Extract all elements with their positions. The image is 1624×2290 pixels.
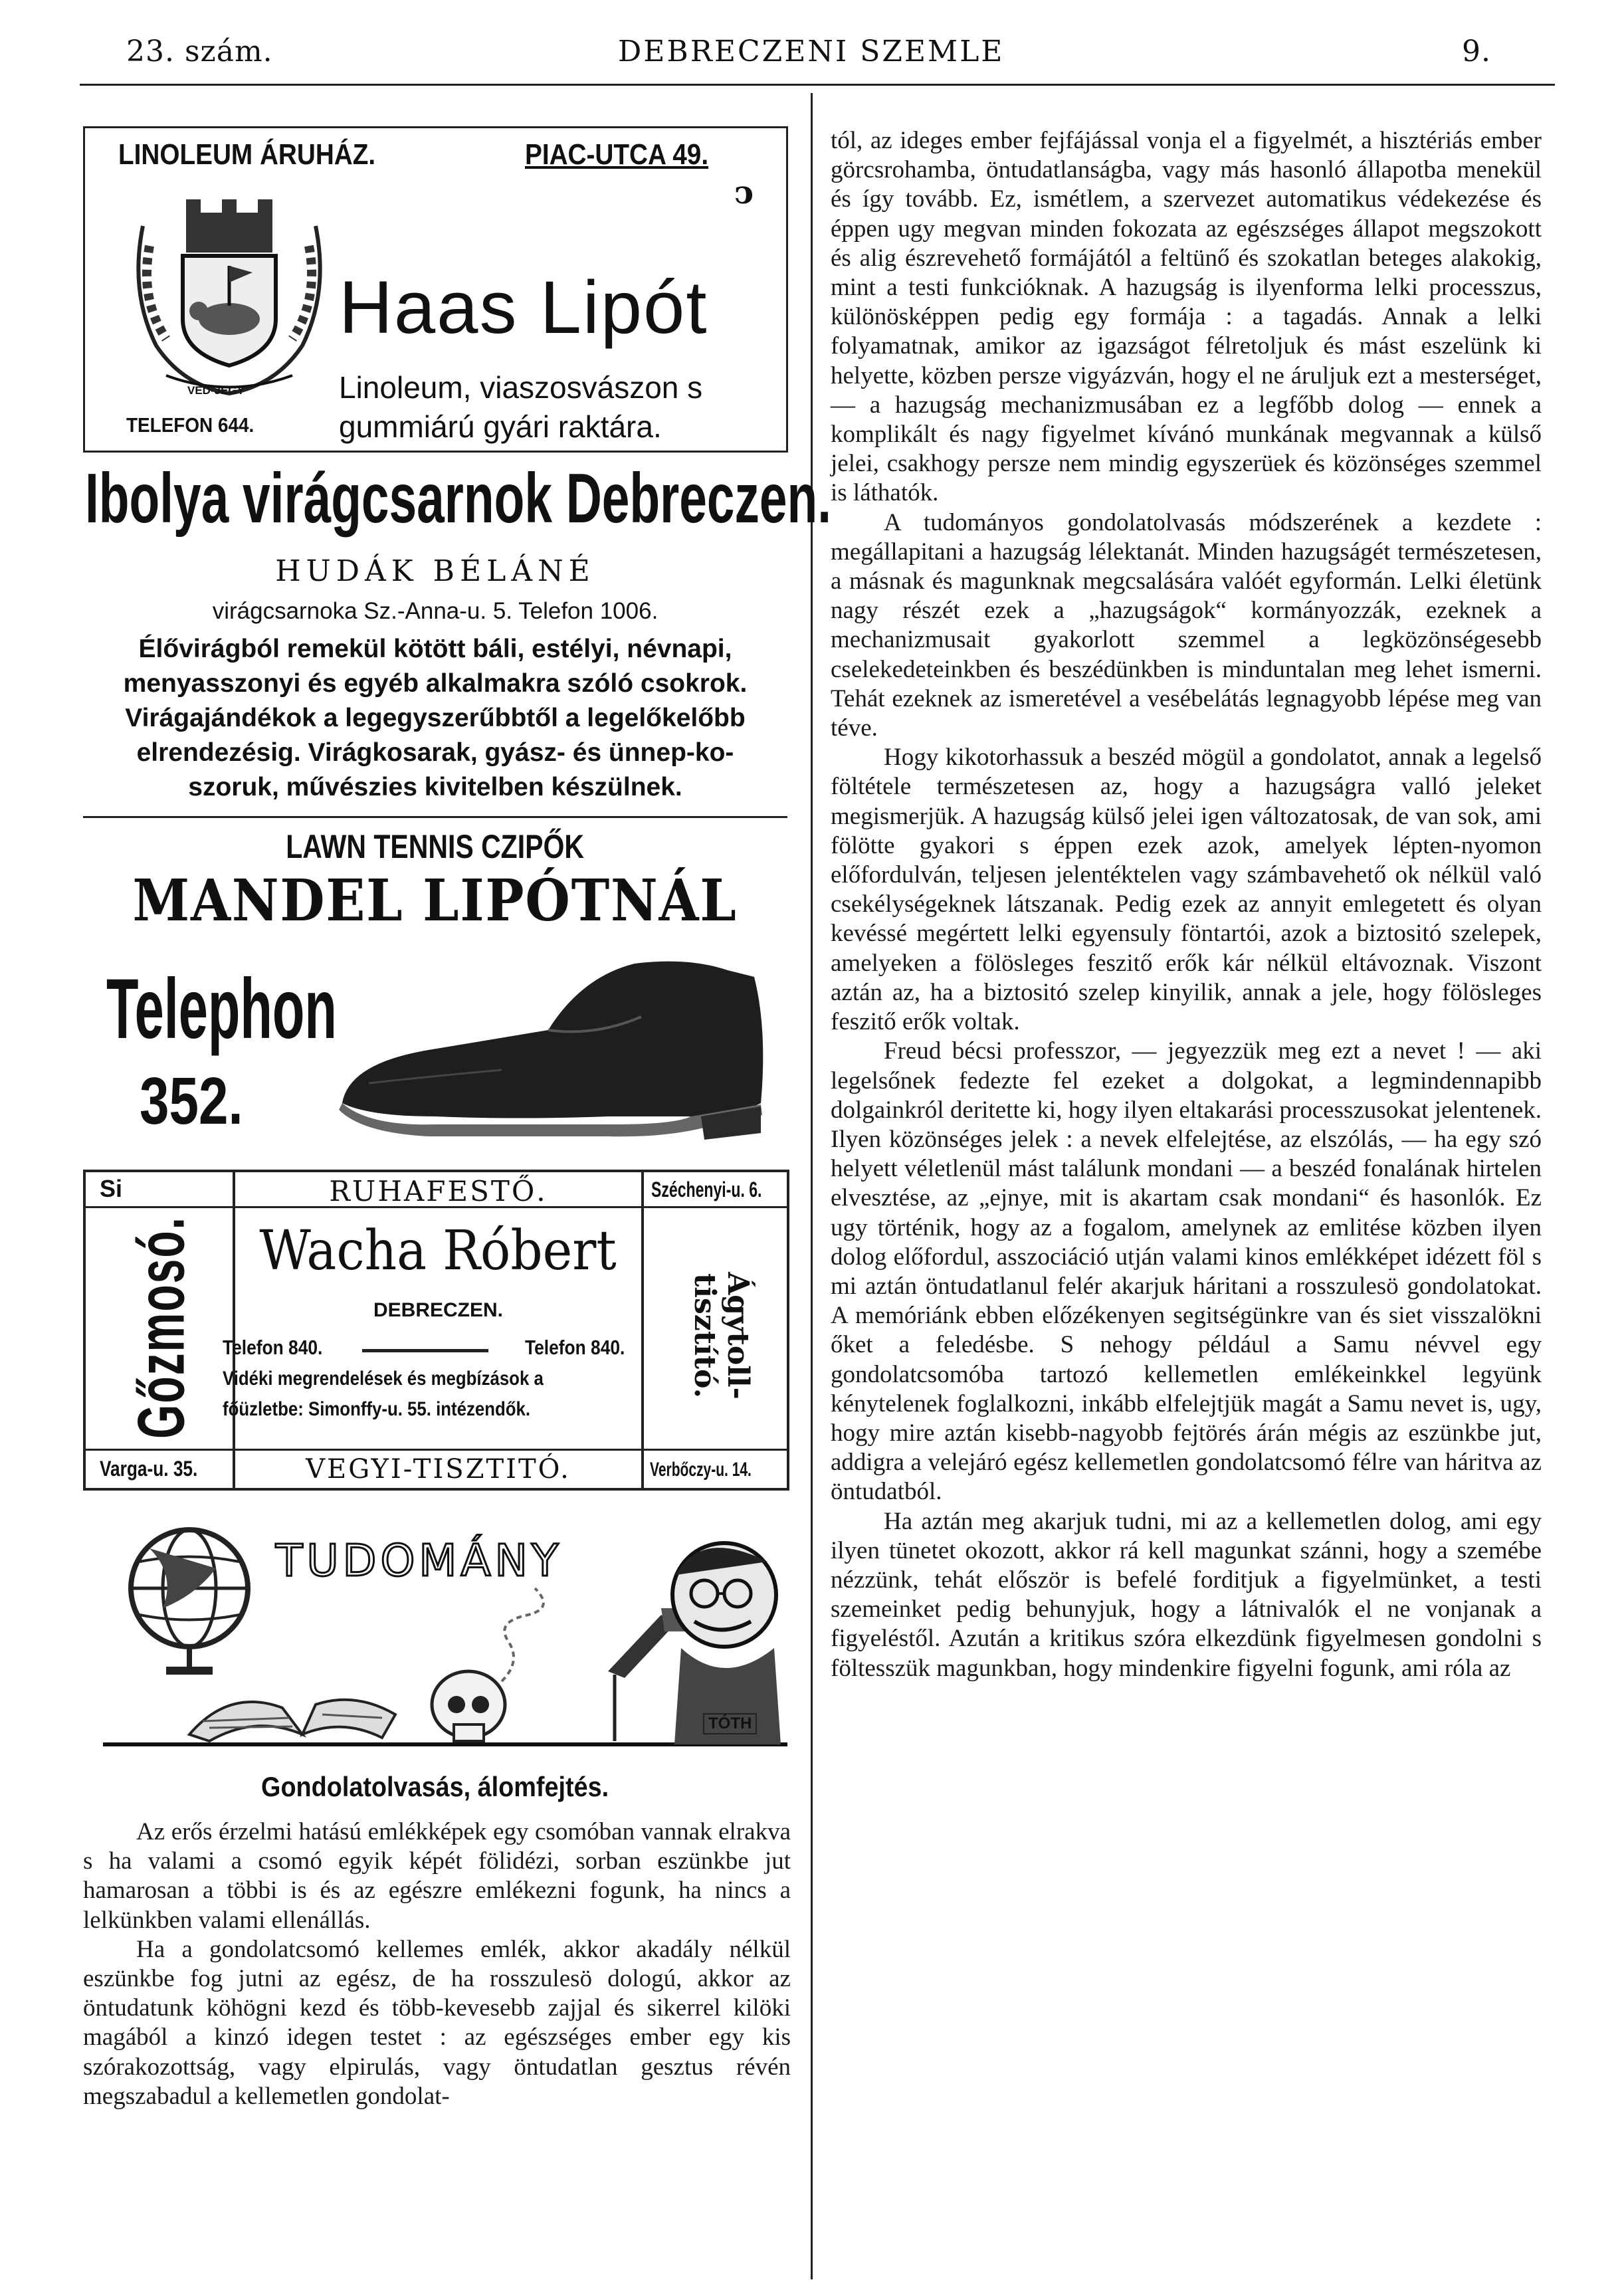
ibolya-body-line: menyasszonyi és egyéb alkalmakra szóló csokrok. xyxy=(123,669,748,698)
page-number: 9. xyxy=(1462,35,1491,68)
mandel-phone-number: 352. xyxy=(140,1064,243,1138)
wacha-bottom-center xyxy=(235,1454,641,1485)
linoleum-company-name: Haas Lipót xyxy=(339,266,708,349)
wacha-top-center xyxy=(235,1175,641,1207)
article-paragraph: Ha aztán meg akarjuk tudni, mi az a kellemetlen dolog, ami egy ilyen tünetet okozott, akkor rá kell magunkat szánni, hogy a szemébe nézzünk, tehát először is befelé forditjuk a figyelmünket, a testi szemeinket pedig behunyjuk, hogy a látnivalók el ne vonjanak a figyeléstől. Azután a kritikus szóra elkezdünk figyelmesen gondolni s föltesszük magunkban, hogy mindenkire figyelni fogunk, ami róla az xyxy=(831,1507,1542,1682)
city-crest-icon xyxy=(130,186,329,405)
linoleum-line-1: Linoleum, viaszosvászon s xyxy=(339,370,703,405)
wacha-left-divider xyxy=(233,1170,235,1489)
linoleum-line-2: gummiárú gyári raktára. xyxy=(339,409,662,444)
linoleum-street: PIAC-UTCA 49. xyxy=(525,138,709,171)
journal-title: DEBRECZENI SZEMLE xyxy=(618,35,1005,68)
article-title xyxy=(83,1771,787,1803)
ibolya-body-line: elrendezésig. Virágkosarak, gyász- és ünnep-ko- xyxy=(136,738,734,767)
wacha-name xyxy=(235,1219,641,1283)
header-rule xyxy=(80,84,1555,86)
wacha-top-left: Si xyxy=(100,1175,123,1202)
wacha-bottom-left: Varga-u. 35. xyxy=(100,1457,198,1481)
mandel-line-2 xyxy=(83,867,787,934)
wacha-bottom-row-rule xyxy=(83,1449,787,1451)
wacha-phone-dash xyxy=(362,1349,488,1352)
ibolya-headline: Ibolya virágcsarnok Debreczen. xyxy=(85,459,832,538)
linoleum-phone: TELEFON 644. xyxy=(126,413,254,437)
ibolya-body-line: Virágajándékok a legegyszerűbbtől a legelőkelőbb xyxy=(125,704,746,732)
article-left-column xyxy=(83,1818,791,2111)
wacha-top-right: Széchenyi-u. 6. xyxy=(651,1178,762,1201)
wacha-phone-left: Telefon 840. xyxy=(223,1336,323,1359)
illustration-signature: TÓTH xyxy=(703,1713,757,1734)
mandel-line-2-text: MANDEL LIPÓTNÁL xyxy=(132,867,738,934)
mandel-phone-label: Telephon xyxy=(106,962,337,1057)
linoleum-mark: ↄ xyxy=(734,174,754,211)
article-paragraph: Az erős érzelmi hatású emlékképek egy csomóban vannak elrakva s ha valami a csomó egyik képét fölidézi, sorban eszünkbe jut hamarosan a többi is és az egészre emlékezni fogunk, ha nincs a lelkünkben valami ellenállás. xyxy=(83,1818,791,1934)
wacha-name-text: Wacha Róbert xyxy=(259,1219,617,1283)
mandel-line-1-text: LAWN TENNIS CZIPŐK xyxy=(286,828,585,865)
ibolya-owner: HUDÁK BÉLÁNÉ xyxy=(275,554,595,588)
ibolya-body-line: szoruk, művészies kivitelben készülnek. xyxy=(188,773,682,801)
column-divider xyxy=(811,93,813,2279)
article-paragraph: Ha a gondolatcsomó kellemes emlék, akkor akadály nélkül eszünkbe fog jutni az egész, de ha rosszulesö dologú, akkor az öntudatunk köhögni kezd és több-kevesebb zajjal és sikerrel kilöki magából a kinzó idegen testet : az egészséges ember egy kis szórakozottság, vagy elpirulás, vagy öntudatlan gesztus révén megszabadul a kellemetlen gondolat- xyxy=(83,1935,791,2110)
wacha-phone-right: Telefon 840. xyxy=(525,1336,625,1359)
article-paragraph: Hogy kikotorhassuk a beszéd mögül a gondolatot, annak a legelső föltétele természetesen az, hogy a hazugságra valló jeleket megismerjük. A hazugság külső jelei igen változatosak, de van sok, ami fölötte gyakori s éppen ezek azok, amelyek lépten-nyomon előfordulván, teljesen jelentéktelen vagy számbavehető ok nélkül való csekélységeknek látszanak. Pedig ezek az annyit emlegetett és olyan kevéssé megértett lelki egyensuly föntartói, azok a biztositó szelepek, amelyeken a fölösleges feszitő erők kár nélkül eltávoznak. Viszont aztán az, ha a biztositó szelep kinyilik, annak a jele, hogy fölösleges feszitő erők voltak. xyxy=(831,744,1542,1036)
linoleum-shop-name: LINOLEUM ÁRUHÁZ. xyxy=(118,138,376,171)
article-paragraph: Freud bécsi professzor, — jegyezzük meg ezt a nevet ! — aki legelsőnek fedezte fel ezeket a dolgokat, a legmindennapibb dolgainkról deritette ki, hogy ilyen eltakarási processzusokat jelentenek. Ilyen közönséges jelek : a nevek elfelejtése, az elszólás, — ha egy szó helyett véletlenül mást találunk mondani — a beszéd fonalának hirtelen elvesztése, az „ejnye, mit is akartam csak mondani“ és hasonlók. Ez ugy történik, hogy az a fogalom, amelynek az emlitése közben ilyen dolog előfordul, asszociáció utján valami kinos emlékképet idézett föl s mi aztán öntudatlanul felér akarjuk háritani a rosszulesö gondolatokat. A memóriánk ebben előzékenyen segitségünkre van és siet visszalökni őket a feledésbe. S nehogy például a Samu névvel egy gondolatcsomóba tartozó kellemetlen emlékeinkkel legyünk kénytelenek foglalkozni, inkább elfelejtjük magát a Samu nevet is, ugy, hogy mire aztán kisebb-nagyobb fejtörés árán mégis az eszünkbe jut, addigra a velejáró egész kellemetlen gondolatcsomó félre van háritva az öntudatból. xyxy=(831,1037,1542,1506)
ad-separator xyxy=(83,816,787,818)
tudomany-banner: TUDOMÁNY xyxy=(276,1535,563,1586)
shoe-icon xyxy=(329,950,787,1150)
wacha-city-text: DEBRECZEN. xyxy=(373,1299,503,1321)
ibolya-address: virágcsarnoka Sz.-Anna-u. 5. Telefon 1006. xyxy=(212,598,659,624)
wacha-right-vertical-text: Ágytoll-tisztító. xyxy=(688,1272,755,1400)
article-paragraph: tól, az ideges ember fejfájással vonja el a figyelmét, a hisztériás ember görcsrohamba, öntudatlanságba, vagy más hasonló állapotba menekül és így tovább. Ez, ismétlem, a szervezet automatikus védekezése és éppen ugy megvan minden fokozata az egészséges állapot megszokott és alig észrevehető formájától a feltünő és szokatlan beteges alakokig, mint a testi funkcióknak. A hazugság is ilyenforma lelki processzus, különösképpen pedig egy formája : a tagadás. Annak a lelki folyamatnak, amikor az igazságot félretoljuk és mást eszelünk ki helyette, közben persze vigyázván, hogy el ne áruljuk ezt a mesterséget, — a hazugság mechanizmusában ez a legfőbb dolog — ennek a komplikált és nagy figyelmet kívánó munkának megvannak a külső jelei, csakhogy persze nem mindig egyszerüek és közönséges szemmel is láthatók. xyxy=(831,127,1542,507)
mandel-line-1 xyxy=(83,827,787,866)
wacha-body-line: főüzletbe: Simonffy-u. 55. intézendők. xyxy=(223,1398,530,1420)
wacha-city xyxy=(235,1299,641,1322)
wacha-bottom-center-text: VEGYI-TISZTITÓ. xyxy=(306,1454,571,1485)
wacha-left-vertical-text: Gőzmosó. xyxy=(124,1215,198,1439)
wacha-left-vertical xyxy=(96,1213,229,1445)
issue-number: 23. szám. xyxy=(126,35,273,68)
ibolya-body-line: Élővirágból remekül kötött báli, estélyi, névnapi, xyxy=(138,635,732,663)
wacha-bottom-right: Verbőczy-u. 14. xyxy=(650,1459,752,1481)
wacha-right-divider xyxy=(641,1170,644,1489)
wacha-right-vertical xyxy=(648,1213,781,1445)
crest-motto: VÉD-JEGY xyxy=(187,384,245,397)
wacha-body-line: Vidéki megrendelések és megbízások a xyxy=(223,1368,544,1390)
wacha-top-center-text: RUHAFESTŐ. xyxy=(329,1175,548,1207)
article-title-text: Gondolatolvasás, álomfejtés. xyxy=(261,1771,609,1802)
article-right-column xyxy=(831,126,1542,1683)
article-paragraph: A tudományos gondolatolvasás módszerének a kezdete : megállapitani a hazugság lélektanát. Minden hazugságét természetesen, a másnak és magunknak megcsalására valóét egyformán. Lelki életünk nagy részét ezek a „hazugságok“ kormányozzák, ezeknek a mechanizmusait gyakorlott szemmel a legközönségesebb cselekedeteinkben és beszédünkben is minduntalan meg lehet ismerni. Tehát ezeknek az ismeretével a vesébelátás legnagyobb lépése meg van téve. xyxy=(831,508,1542,742)
